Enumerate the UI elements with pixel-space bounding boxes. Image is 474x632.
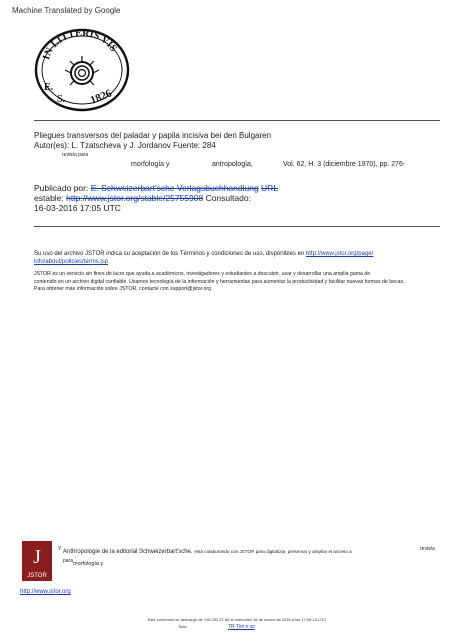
- publisher-seal-logo: [30, 26, 134, 114]
- terms-short-link[interactable]: TR Tim n so: [228, 624, 255, 630]
- seal-letter-e: E.: [44, 82, 54, 93]
- article-title: Pliegues transversos del paladar y papila incisiva bei den Bulgaren: [34, 131, 272, 140]
- morfologia-label: morfología y: [73, 561, 104, 567]
- journal-col-3: antropología,: [212, 161, 253, 168]
- svg-text:J: J: [33, 546, 41, 568]
- about-line-1: JSTOR es un servicio sin fines de lucro que ayuda a académicos, investigadores y estudiantes a descubrir, usar y desarrollar una amplia gama de: [34, 271, 371, 277]
- url-label[interactable]: URL: [261, 183, 279, 193]
- publication-block: [34, 183, 278, 213]
- collaboration-line: [63, 549, 352, 555]
- todo-label: Todo: [178, 624, 187, 629]
- seal-letter-s: S.: [57, 94, 66, 105]
- about-line-3: Para obtener más información sobre JSTOR, contacte con support@jstor.org.: [34, 286, 213, 292]
- middle-divider: [34, 226, 440, 227]
- consulted-label: Consultado:: [205, 193, 251, 203]
- terms-link-2[interactable]: info/about/policies/terms.jsp: [34, 259, 109, 265]
- download-info: Este contenido se descargó de 128.252.67.66 el miércoles 16 de marzo de 2016 a las 17:05:13 UTC: [147, 617, 327, 622]
- consulted-date: 16-03-2016 17:05 UTC: [34, 203, 121, 213]
- y-prefix: Y: [58, 546, 62, 552]
- terms-link-1[interactable]: http://www.jstor.org/page/: [305, 251, 374, 257]
- seal-year: 1826: [88, 87, 114, 107]
- seal-motto: IN LITTERIS VIS: [40, 27, 119, 61]
- revista-label: revista: [420, 546, 435, 552]
- published-by-label: Publicado por:: [34, 183, 89, 193]
- jstor-logo-text: JSTOR: [27, 573, 47, 579]
- about-line-2: contenido en un archivo digital confiable. Usamos tecnología de la información y herramientas para aumentar la productividad y facilitar nuevas formas de becas.: [34, 278, 405, 285]
- stable-label: estable:: [34, 193, 64, 203]
- journal-col-2: morfología y: [131, 161, 170, 168]
- stable-url-link[interactable]: http://www.jstor.org/stable/25755908: [66, 193, 204, 203]
- article-authors: Autor(es): L. Tzatscheva y J. Jordanov Fuente: 284: [34, 141, 216, 150]
- about-jstor: [34, 271, 454, 294]
- collab-rest: está colaborando con JSTOR para digitalizar, preservar y ampliar el acceso a: [194, 549, 352, 554]
- jstor-home-link[interactable]: http://www.jstor.org: [20, 589, 71, 595]
- publisher-link[interactable]: E. Schweizerbart'sche Verlagsbuchhandlung: [90, 183, 259, 193]
- terms-notice: [34, 250, 440, 266]
- jstor-logo-mark: [22, 541, 52, 581]
- top-divider: [34, 120, 440, 121]
- jstor-logo: [22, 541, 52, 581]
- para-label: para: [63, 558, 74, 564]
- terms-text: Su uso del archivo JSTOR indica su aceptación de los Términos y condiciones de uso, disponibles en: [34, 251, 306, 257]
- journal-col-1: revista para: [62, 152, 89, 158]
- journal-volume: Vol. 62, H. 3 (diciembre 1970), pp. 276-: [283, 161, 406, 168]
- machine-translated-label: Machine Translated by Google: [12, 6, 121, 15]
- collab-main: Anthropologie de la editorial Schweizerbart'sche.: [63, 549, 193, 555]
- article-block: [34, 131, 434, 151]
